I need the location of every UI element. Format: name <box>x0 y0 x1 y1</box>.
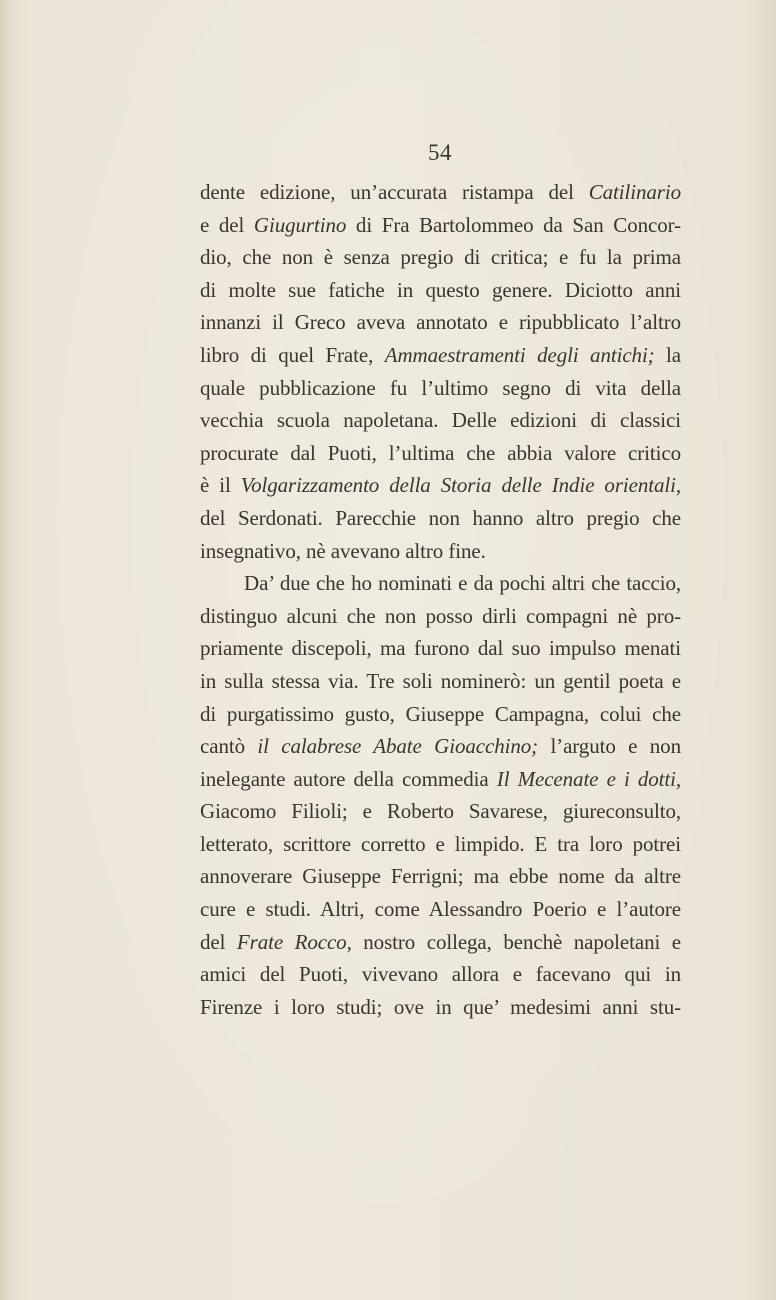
text-line <box>200 730 681 763</box>
text-line <box>200 632 681 665</box>
text-line <box>200 339 681 372</box>
text-run: annoverare Giuseppe Ferrigni; ma ebbe nome da altre <box>200 864 681 889</box>
text-line <box>200 437 681 470</box>
text-run: la <box>654 342 681 367</box>
text-line <box>200 404 681 437</box>
text-line <box>200 372 681 405</box>
text-run: Da’ due che ho nominati e da pochi altri che taccio, <box>244 571 681 596</box>
text-run: nostro collega, benchè napoletani e <box>351 929 681 954</box>
text-run: di purgatissimo gusto, Giuseppe Campagna, colui che <box>200 701 681 726</box>
text-line <box>200 665 681 698</box>
text-run: Giacomo Filioli; e Roberto Savarese, giureconsulto, <box>200 799 681 824</box>
text-line <box>200 241 681 274</box>
italic-title: Frate Rocco, <box>236 929 352 954</box>
text-run: dente edizione, un’accurata ristampa del <box>200 180 589 204</box>
text-run: amici del Puoti, vivevano allora e facevano qui in <box>200 962 681 987</box>
text-line <box>200 763 681 796</box>
text-run: vecchia scuola napoletana. Delle edizioni di classici <box>200 408 681 433</box>
text-run: del <box>200 929 237 954</box>
text-run: di molte sue fatiche in questo genere. Diciotto anni <box>200 277 681 302</box>
text-run: dio, che non è senza pregio di critica; e fu la prima <box>200 245 681 270</box>
text-line <box>200 991 681 1024</box>
text-run: di Fra Bartolommeo da San Concor- <box>346 212 681 237</box>
text-line <box>200 502 681 535</box>
text-line <box>200 893 681 926</box>
text-line <box>200 306 681 339</box>
text-line <box>200 860 681 893</box>
text-line <box>200 926 681 959</box>
text-line <box>200 698 681 731</box>
text-run: in sulla stessa via. Tre soli nominerò: un gentil poeta e <box>200 668 681 693</box>
text-line <box>200 535 681 568</box>
italic-title: Giugurtino <box>253 212 347 237</box>
page-gutter-shadow <box>0 0 10 1300</box>
text-line <box>200 795 681 828</box>
text-run: distinguo alcuni che non posso dirli compagni nè pro- <box>200 603 681 628</box>
text-run: è il <box>200 473 241 498</box>
text-run: Firenze i loro studi; ove in que’ medesimi anni stu- <box>200 994 681 1019</box>
text-run: inelegante autore della commedia <box>200 766 497 791</box>
body-text <box>200 176 681 1023</box>
text-line <box>200 567 681 600</box>
text-line <box>200 176 681 209</box>
page-number: 54 <box>428 140 452 165</box>
italic-title: Ammaestramenti degli antichi; <box>384 342 655 367</box>
italic-title: Catilinario <box>588 180 681 204</box>
text-line <box>200 958 681 991</box>
text-line <box>200 469 681 502</box>
text-run: cure e studi. Altri, come Alessandro Poerio e l’autore <box>200 897 681 922</box>
text-run: priamente discepoli, ma furono dal suo impulso menati <box>200 636 681 661</box>
italic-title: Il Mecenate e i dotti, <box>496 766 681 791</box>
italic-title: il calabrese Abate Gioacchino; <box>257 734 539 759</box>
text-run: letterato, scrittore corretto e limpido. E tra loro potrei <box>200 831 681 856</box>
text-run: l’arguto e non <box>538 734 681 759</box>
text-line <box>200 209 681 242</box>
text-run: cantò <box>200 734 258 759</box>
italic-title: Volgarizzamento della Storia delle Indie orientali, <box>240 473 681 498</box>
text-line <box>200 274 681 307</box>
text-run: innanzi il Greco aveva annotato e ripubblicato l’altro <box>200 310 681 335</box>
text-line <box>200 600 681 633</box>
text-run: procurate dal Puoti, l’ultima che abbia valore critico <box>200 440 681 465</box>
text-line <box>200 828 681 861</box>
text-run: quale pubblicazione fu l’ultimo segno di vita della <box>200 375 681 400</box>
text-run: insegnativo, nè avevano altro fine. <box>200 538 486 563</box>
text-run: e del <box>200 212 254 237</box>
text-run: libro di quel Frate, <box>200 342 385 367</box>
text-run: del Serdonati. Parecchie non hanno altro pregio che <box>200 505 681 530</box>
